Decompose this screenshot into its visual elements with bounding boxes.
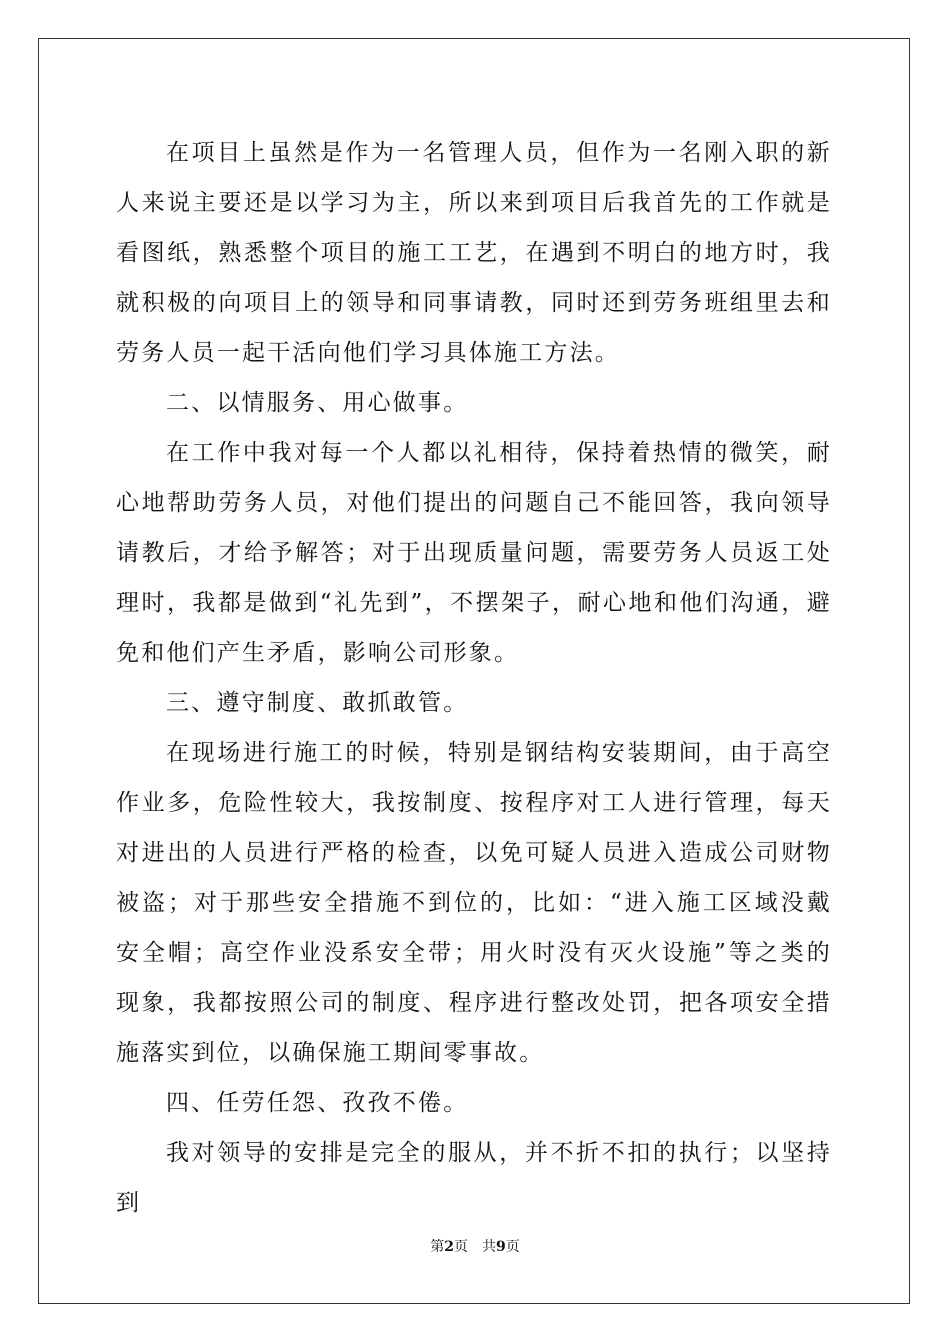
page-prefix: 第 bbox=[430, 1239, 445, 1255]
page-current: 2 bbox=[444, 1239, 454, 1255]
page-total: 9 bbox=[496, 1239, 506, 1255]
document-body bbox=[116, 128, 832, 1228]
total-prefix: 共 bbox=[482, 1239, 496, 1255]
page-footer bbox=[0, 1236, 950, 1256]
paragraph: 在项目上虽然是作为一名管理人员，但作为一名刚入职的新人来说主要还是以学习为主，所以来到项目后我首先的工作就是看图纸，熟悉整个项目的施工工艺，在遇到不明白的地方时，我就积极的向项目上的领导和同事请教，同时还到劳务班组里去和劳务人员一起干活向他们学习具体施工方法。 bbox=[116, 140, 832, 366]
paragraph: 我对领导的安排是完全的服从，并不折不扣的执行；以坚持到 bbox=[116, 1140, 832, 1216]
page-suffix: 页 bbox=[454, 1239, 468, 1255]
section-heading: 二、以情服务、用心做事。 bbox=[166, 390, 469, 416]
paragraph: 在工作中我对每一个人都以礼相待，保持着热情的微笑，耐心地帮助劳务人员，对他们提出的问题自己不能回答，我向领导请教后，才给予解答；对于出现质量问题，需要劳务人员返工处理时，我都是做到“礼先到”，不摆架子，耐心地和他们沟通，避免和他们产生矛盾，影响公司形象。 bbox=[116, 440, 832, 666]
section-heading: 三、遵守制度、敢抓敢管。 bbox=[166, 690, 469, 716]
section-heading: 四、任劳任怨、孜孜不倦。 bbox=[166, 1090, 469, 1116]
paragraph: 在现场进行施工的时候，特别是钢结构安装期间，由于高空作业多，危险性较大，我按制度、按程序对工人进行管理，每天对进出的人员进行严格的检查，以免可疑人员进入造成公司财物被盗；对于那些安全措施不到位的，比如：“进入施工区域没戴安全帽；高空作业没系安全带；用火时没有灭火设施”等之类的现象，我都按照公司的制度、程序进行整改处罚，把各项安全措施落实到位，以确保施工期间零事故。 bbox=[116, 740, 832, 1066]
total-suffix: 页 bbox=[505, 1239, 520, 1255]
